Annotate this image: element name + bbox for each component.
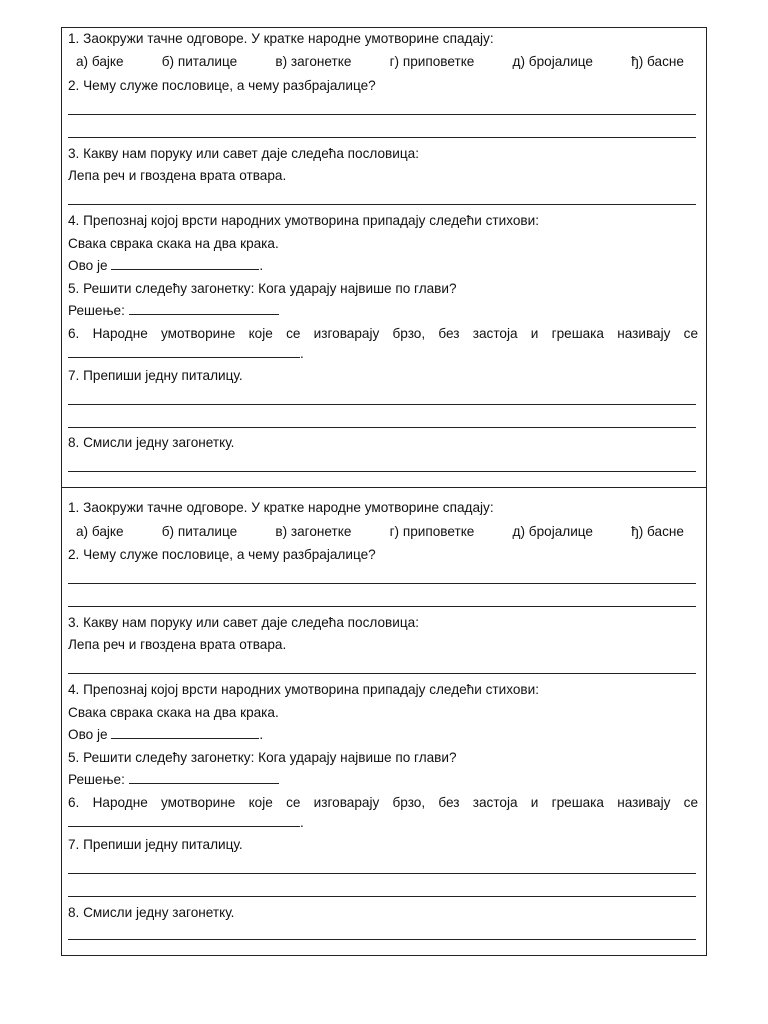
proverb-text: Лепа реч и гвоздена врата отвара. bbox=[68, 637, 287, 652]
verse-text: Свака сврака скака на два крака. bbox=[68, 705, 279, 720]
question-6-blank[interactable] bbox=[68, 814, 300, 827]
answer-line[interactable] bbox=[68, 471, 696, 472]
answer-line[interactable] bbox=[68, 114, 696, 115]
answer-line[interactable] bbox=[68, 896, 696, 897]
option-g[interactable]: г) приповетке bbox=[389, 524, 475, 539]
solution-line bbox=[68, 302, 700, 320]
option-v[interactable]: в) загонетке bbox=[275, 524, 352, 539]
option-a[interactable]: а) бајке bbox=[76, 524, 124, 539]
question-1: 1. Заокружи тачне одговоре. У кратке народне умотворине спадају: bbox=[68, 31, 494, 46]
question-3: 3. Какву нам поруку или савет даје следећа пословица: bbox=[68, 146, 419, 161]
this-is-label: Ово је bbox=[68, 258, 108, 273]
option-dj[interactable]: ђ) басне bbox=[631, 54, 684, 69]
question-5: 5. Решити следећу загонетку: Кога ударају највише по глави? bbox=[68, 281, 457, 296]
question-2: 2. Чему служе пословице, а чему разбрајалице? bbox=[68, 78, 376, 93]
solution-label: Решење: bbox=[68, 303, 125, 318]
this-is-label: Ово је bbox=[68, 727, 108, 742]
solution-blank[interactable] bbox=[129, 302, 279, 315]
question-5: 5. Решити следећу загонетку: Кога ударају највише по глави? bbox=[68, 750, 457, 765]
answer-line[interactable] bbox=[68, 137, 696, 138]
question-6-blank[interactable] bbox=[68, 345, 300, 358]
option-v[interactable]: в) загонетке bbox=[275, 54, 352, 69]
question-7: 7. Препиши једну питалицу. bbox=[68, 368, 243, 383]
answer-line[interactable] bbox=[68, 427, 696, 428]
question-7: 7. Препиши једну питалицу. bbox=[68, 837, 243, 852]
option-a[interactable]: а) бајке bbox=[76, 54, 124, 69]
answer-line[interactable] bbox=[68, 204, 696, 205]
option-g[interactable]: г) приповетке bbox=[389, 54, 475, 69]
solution-blank[interactable] bbox=[129, 771, 279, 784]
option-b[interactable]: б) питалице bbox=[161, 524, 238, 539]
this-is-line: Ово је . bbox=[68, 258, 264, 273]
this-is-blank[interactable] bbox=[111, 257, 259, 270]
answer-line[interactable] bbox=[68, 873, 696, 874]
solution-line bbox=[68, 771, 700, 789]
question-1: 1. Заокружи тачне одговоре. У кратке народне умотворине спадају: bbox=[68, 500, 494, 515]
question-8: 8. Смисли једну загонетку. bbox=[68, 435, 235, 450]
answer-line[interactable] bbox=[68, 404, 696, 405]
answer-line[interactable] bbox=[68, 606, 696, 607]
question-3: 3. Какву нам поруку или савет даје следећа пословица: bbox=[68, 615, 419, 630]
option-d[interactable]: д) бројалице bbox=[512, 524, 593, 539]
answer-line[interactable] bbox=[68, 939, 696, 940]
worksheet-copy-top bbox=[61, 27, 707, 488]
this-is-line: Ово је . bbox=[68, 727, 264, 742]
question-6-blank-line: . bbox=[68, 345, 700, 363]
question-4: 4. Препознај којој врсти народних умотворина припадају следећи стихови: bbox=[68, 213, 540, 228]
verse-text: Свака сврака скака на два крака. bbox=[68, 236, 279, 251]
option-b[interactable]: б) питалице bbox=[161, 54, 238, 69]
proverb-text: Лепа реч и гвоздена врата отвара. bbox=[68, 168, 287, 183]
question-6: 6. Народне умотворине које се изговарају брзо, без застоја и грешака називају се bbox=[68, 795, 698, 810]
option-d[interactable]: д) бројалице bbox=[512, 54, 593, 69]
question-6-blank-line: . bbox=[68, 814, 700, 832]
worksheet-copy-bottom bbox=[61, 487, 707, 956]
option-dj[interactable]: ђ) басне bbox=[631, 524, 684, 539]
this-is-blank[interactable] bbox=[111, 726, 259, 739]
question-2: 2. Чему служе пословице, а чему разбрајалице? bbox=[68, 547, 376, 562]
solution-label: Решење: bbox=[68, 772, 125, 787]
question-8: 8. Смисли једну загонетку. bbox=[68, 905, 235, 920]
question-6: 6. Народне умотворине које се изговарају брзо, без застоја и грешака називају се bbox=[68, 326, 698, 341]
question-1-options bbox=[76, 523, 684, 541]
answer-line[interactable] bbox=[68, 583, 696, 584]
answer-line[interactable] bbox=[68, 673, 696, 674]
question-4: 4. Препознај којој врсти народних умотворина припадају следећи стихови: bbox=[68, 682, 540, 697]
question-1-options bbox=[76, 53, 684, 71]
